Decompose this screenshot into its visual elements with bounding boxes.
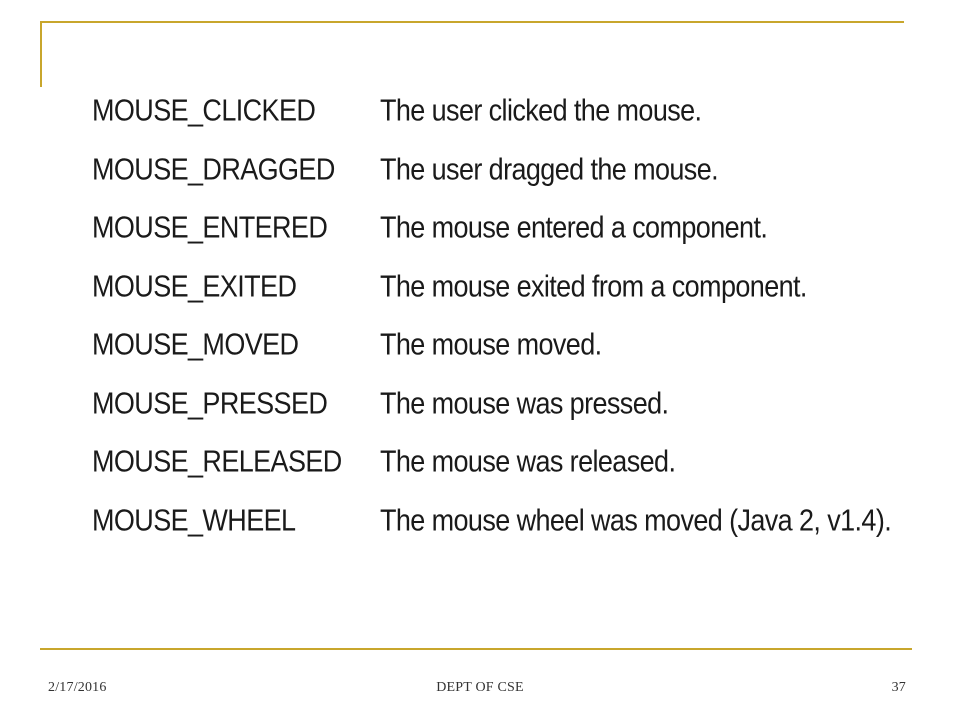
event-description: The mouse moved. [380, 327, 602, 362]
event-row [92, 494, 892, 560]
event-name: MOUSE_MOVED [92, 327, 299, 362]
event-name: MOUSE_DRAGGED [92, 151, 335, 186]
event-row [92, 84, 892, 150]
event-row [92, 435, 892, 501]
event-description: The mouse wheel was moved (Java 2, v1.4). [380, 502, 892, 537]
event-row [92, 260, 892, 326]
event-name: MOUSE_RELEASED [92, 444, 342, 479]
event-name: MOUSE_ENTERED [92, 210, 328, 245]
event-row [92, 318, 892, 384]
frame-left-rule [40, 21, 42, 87]
event-name: MOUSE_CLICKED [92, 93, 316, 128]
event-description: The mouse was pressed. [380, 385, 669, 420]
frame-top-rule [40, 21, 904, 23]
event-row [92, 143, 892, 209]
event-description: The mouse entered a component. [380, 210, 768, 245]
event-row [92, 201, 892, 267]
event-description: The mouse was released. [380, 444, 676, 479]
event-row [92, 377, 892, 443]
event-name: MOUSE_EXITED [92, 268, 297, 303]
event-description: The user dragged the mouse. [380, 151, 719, 186]
footer-date: 2/17/2016 [48, 680, 107, 695]
event-name: MOUSE_WHEEL [92, 502, 296, 537]
event-name: MOUSE_PRESSED [92, 385, 328, 420]
slide-number: 37 [891, 680, 906, 695]
footer-rule [40, 648, 912, 650]
mouse-event-table [92, 88, 892, 556]
event-description: The user clicked the mouse. [380, 93, 702, 128]
event-description: The mouse exited from a component. [380, 268, 807, 303]
footer-department: DEPT OF CSE [436, 680, 524, 695]
